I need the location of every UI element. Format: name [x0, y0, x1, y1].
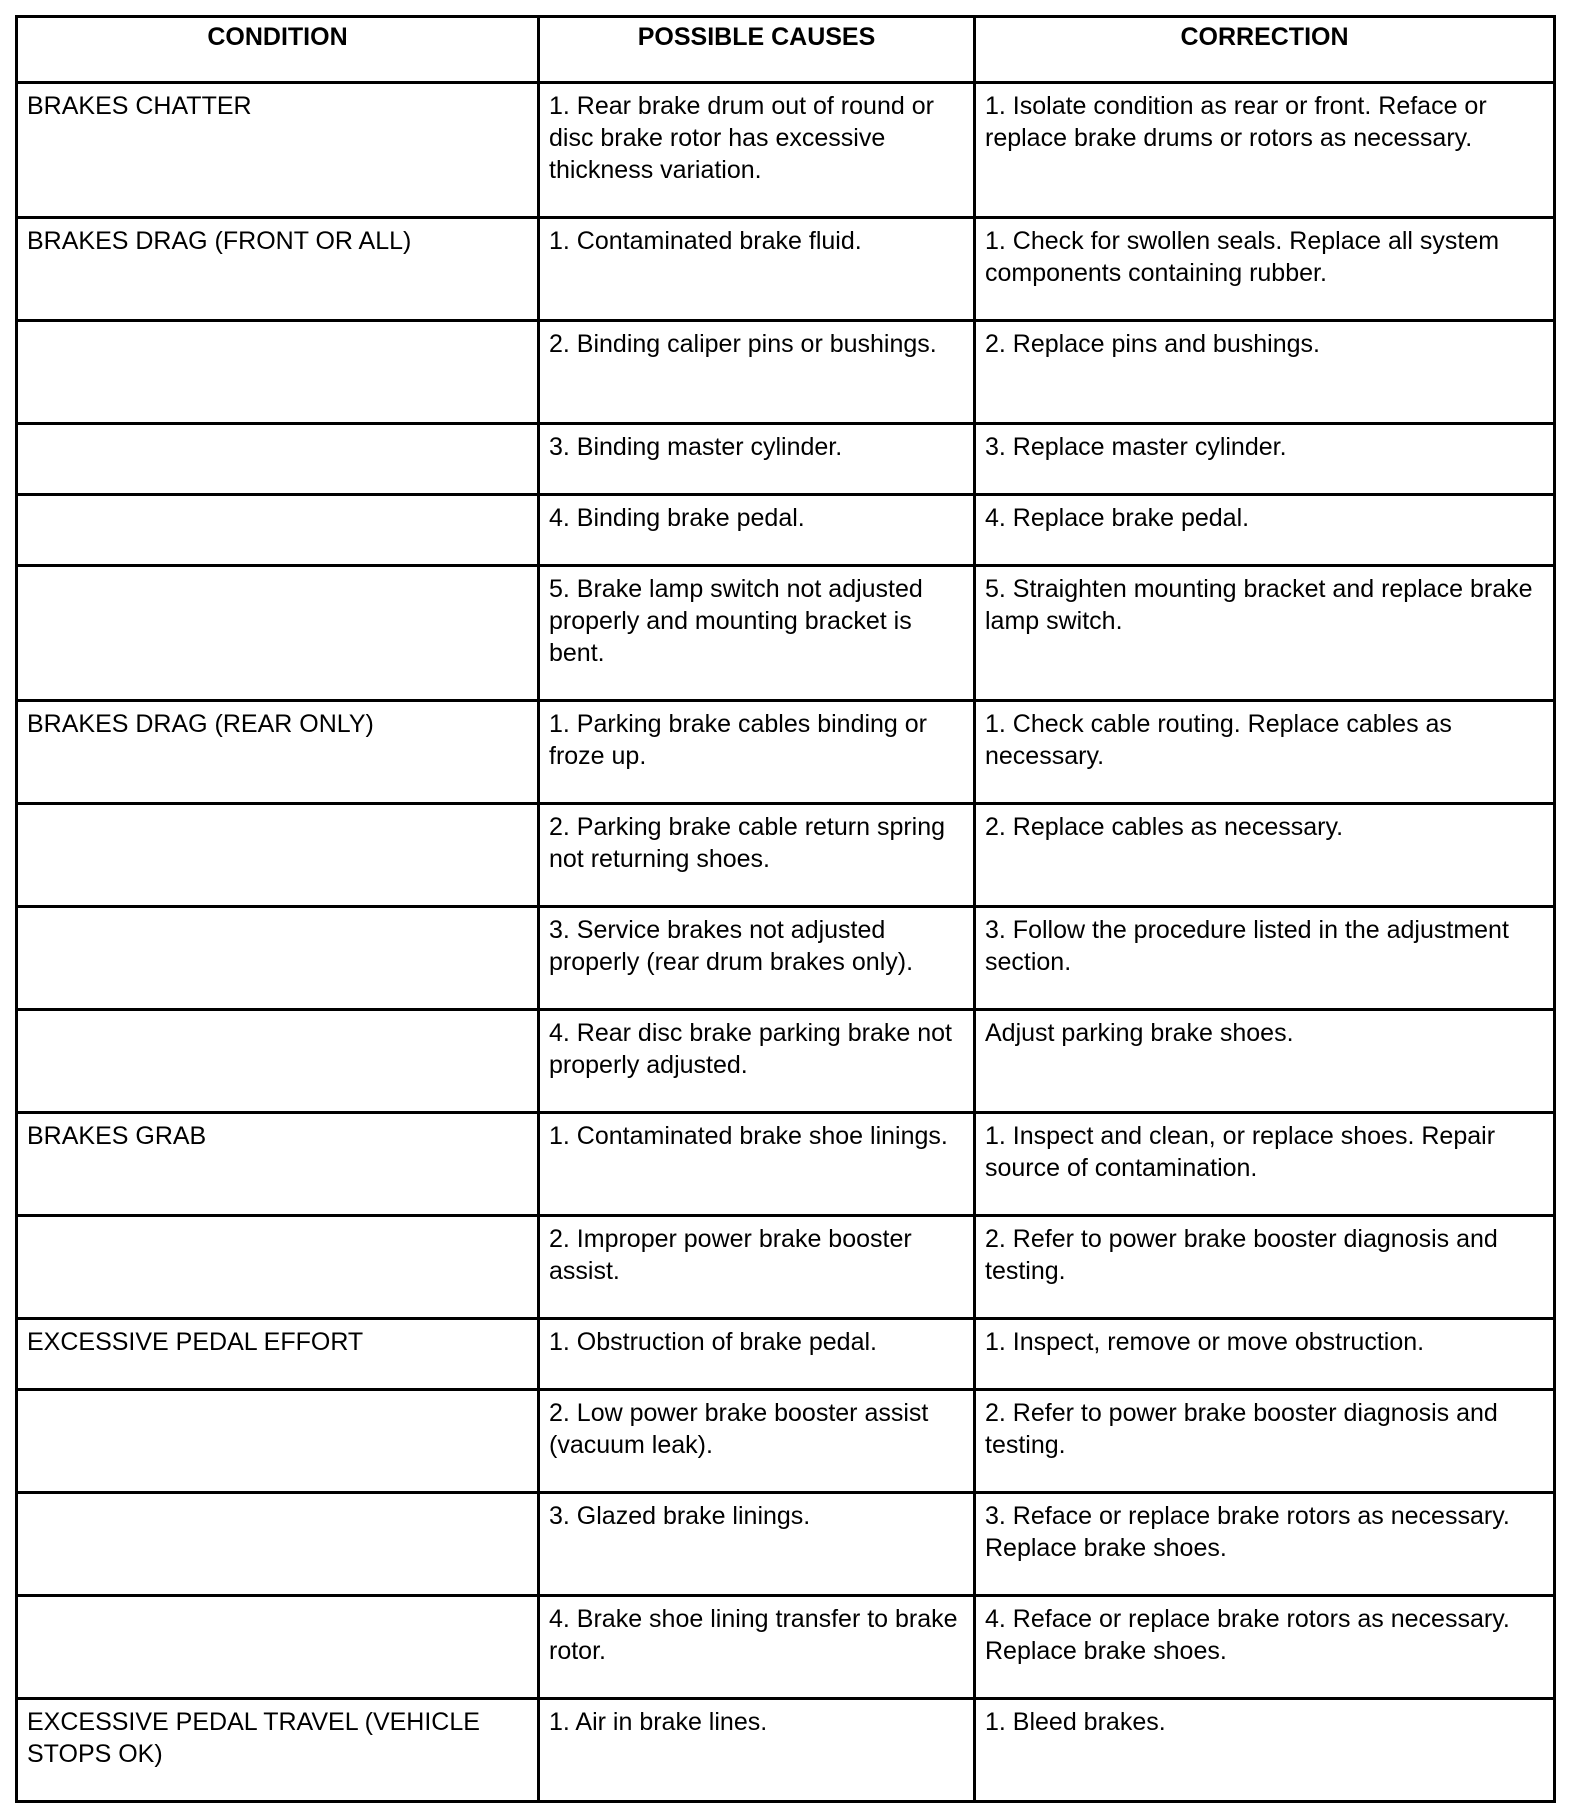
cause-cell: 3. Binding master cylinder. [539, 424, 975, 495]
cause-cell: 4. Rear disc brake parking brake not properly adjusted. [539, 1010, 975, 1113]
condition-cell [17, 321, 539, 424]
condition-cell: BRAKES DRAG (FRONT OR ALL) [17, 218, 539, 321]
possible-causes-header: POSSIBLE CAUSES [539, 17, 975, 83]
correction-cell: 1. Check for swollen seals. Replace all system components containing rubber. [975, 218, 1555, 321]
table-row [17, 1390, 1555, 1493]
cause-cell: 1. Obstruction of brake pedal. [539, 1319, 975, 1390]
condition-cell: BRAKES GRAB [17, 1113, 539, 1216]
table-row [17, 566, 1555, 701]
condition-cell: EXCESSIVE PEDAL TRAVEL (VEHICLE STOPS OK) [17, 1699, 539, 1802]
condition-cell: BRAKES DRAG (REAR ONLY) [17, 701, 539, 804]
correction-cell: Adjust parking brake shoes. [975, 1010, 1555, 1113]
table-row [17, 218, 1555, 321]
table-row [17, 701, 1555, 804]
cause-cell: 3. Glazed brake linings. [539, 1493, 975, 1596]
cause-cell: 1. Contaminated brake fluid. [539, 218, 975, 321]
cause-cell: 1. Rear brake drum out of round or disc brake rotor has excessive thickness variation. [539, 83, 975, 218]
diagnosis-table [15, 15, 1556, 1803]
cause-cell: 3. Service brakes not adjusted properly (rear drum brakes only). [539, 907, 975, 1010]
condition-cell [17, 495, 539, 566]
condition-cell [17, 1390, 539, 1493]
correction-cell: 4. Replace brake pedal. [975, 495, 1555, 566]
table-row [17, 1010, 1555, 1113]
cause-cell: 1. Contaminated brake shoe linings. [539, 1113, 975, 1216]
correction-cell: 3. Reface or replace brake rotors as necessary. Replace brake shoes. [975, 1493, 1555, 1596]
correction-cell: 4. Reface or replace brake rotors as necessary. Replace brake shoes. [975, 1596, 1555, 1699]
condition-header: CONDITION [17, 17, 539, 83]
table-row [17, 321, 1555, 424]
table-row [17, 1493, 1555, 1596]
cause-cell: 1. Air in brake lines. [539, 1699, 975, 1802]
cause-cell: 2. Binding caliper pins or bushings. [539, 321, 975, 424]
table-row [17, 83, 1555, 218]
correction-cell: 2. Refer to power brake booster diagnosis and testing. [975, 1216, 1555, 1319]
cause-cell: 2. Improper power brake booster assist. [539, 1216, 975, 1319]
table-row [17, 804, 1555, 907]
condition-cell [17, 1596, 539, 1699]
correction-cell: 3. Follow the procedure listed in the adjustment section. [975, 907, 1555, 1010]
cause-cell: 4. Binding brake pedal. [539, 495, 975, 566]
correction-cell: 2. Replace cables as necessary. [975, 804, 1555, 907]
correction-cell: 2. Refer to power brake booster diagnosis and testing. [975, 1390, 1555, 1493]
table-row [17, 1113, 1555, 1216]
cause-cell: 5. Brake lamp switch not adjusted properly and mounting bracket is bent. [539, 566, 975, 701]
table-row [17, 424, 1555, 495]
table-row [17, 495, 1555, 566]
table-row [17, 1596, 1555, 1699]
correction-cell: 1. Isolate condition as rear or front. Reface or replace brake drums or rotors as necessary. [975, 83, 1555, 218]
condition-cell [17, 1216, 539, 1319]
correction-cell: 1. Bleed brakes. [975, 1699, 1555, 1802]
table-row [17, 907, 1555, 1010]
condition-cell [17, 907, 539, 1010]
correction-cell: 1. Inspect, remove or move obstruction. [975, 1319, 1555, 1390]
cause-cell: 1. Parking brake cables binding or froze up. [539, 701, 975, 804]
condition-cell [17, 424, 539, 495]
cause-cell: 2. Low power brake booster assist (vacuum leak). [539, 1390, 975, 1493]
condition-cell [17, 1493, 539, 1596]
table-header-row [17, 17, 1555, 83]
condition-cell: EXCESSIVE PEDAL EFFORT [17, 1319, 539, 1390]
correction-cell: 1. Inspect and clean, or replace shoes. Repair source of contamination. [975, 1113, 1555, 1216]
condition-cell: BRAKES CHATTER [17, 83, 539, 218]
correction-header: CORRECTION [975, 17, 1555, 83]
cause-cell: 2. Parking brake cable return spring not returning shoes. [539, 804, 975, 907]
condition-cell [17, 1010, 539, 1113]
correction-cell: 5. Straighten mounting bracket and replace brake lamp switch. [975, 566, 1555, 701]
cause-cell: 4. Brake shoe lining transfer to brake rotor. [539, 1596, 975, 1699]
condition-cell [17, 804, 539, 907]
table-row [17, 1216, 1555, 1319]
table-row [17, 1319, 1555, 1390]
condition-cell [17, 566, 539, 701]
correction-cell: 1. Check cable routing. Replace cables as necessary. [975, 701, 1555, 804]
table-row [17, 1699, 1555, 1802]
correction-cell: 3. Replace master cylinder. [975, 424, 1555, 495]
correction-cell: 2. Replace pins and bushings. [975, 321, 1555, 424]
